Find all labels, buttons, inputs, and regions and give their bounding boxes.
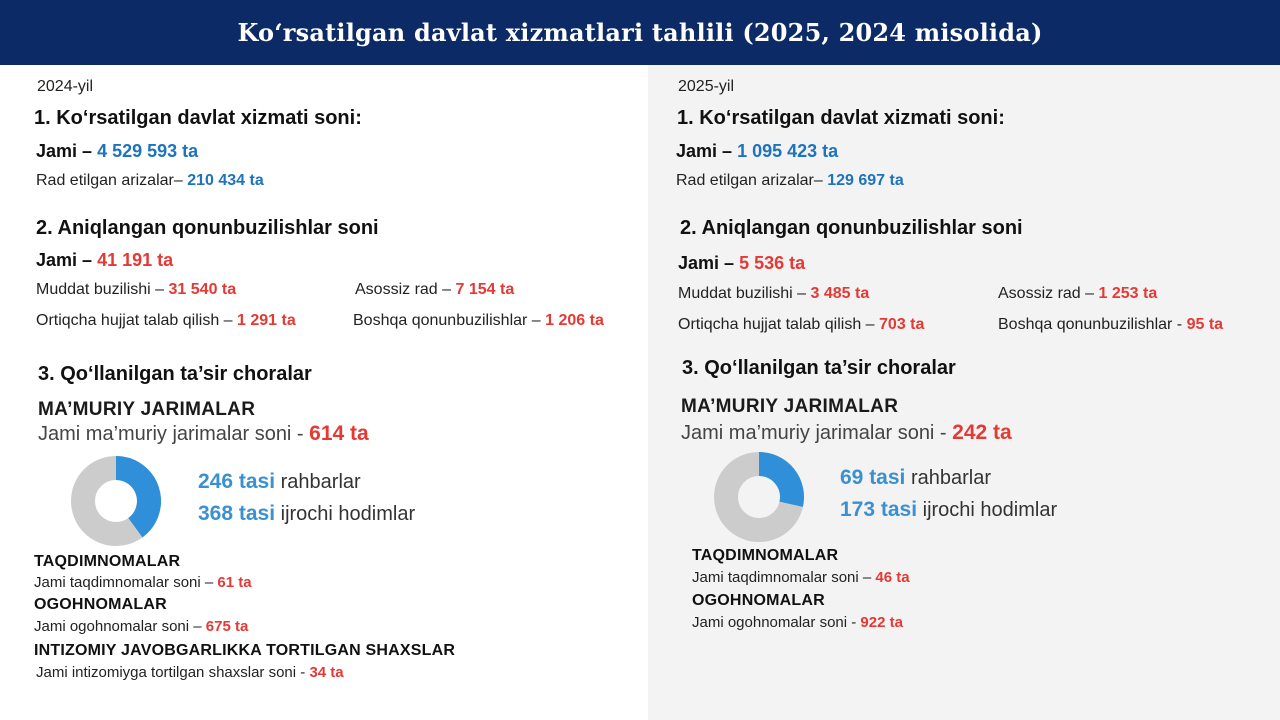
violations-unfounded-value: 1 253 ta — [1098, 285, 1158, 302]
fines-total-value: 614 ta — [309, 422, 369, 445]
fines-staff — [198, 502, 415, 526]
violations-deadline-label: Muddat buzilishi – — [678, 285, 807, 302]
section-services-title: 1. Ko‘rsatilgan davlat xizmati soni: — [677, 107, 1005, 129]
fines-managers-label: rahbarlar — [910, 467, 991, 489]
violations-other — [353, 312, 604, 330]
presentations-caption: TAQDIMNOMALAR — [34, 553, 181, 570]
fines-managers-value: 246 tasi — [198, 470, 276, 493]
fines-staff-label: ijrochi hodimlar — [922, 499, 1058, 521]
fines-donut-chart — [714, 452, 804, 542]
violations-total-label: Jami – — [36, 250, 93, 270]
disciplinary-total-value: 34 ta — [309, 664, 344, 681]
warnings-caption: OGOHNOMALAR — [34, 596, 167, 613]
violations-deadline — [36, 281, 236, 299]
violations-total-value: 5 536 ta — [739, 253, 806, 273]
disciplinary-total-label: Jami intizomiyga tortilgan shaxslar soni - — [36, 664, 306, 681]
violations-extra-docs-label: Ortiqcha hujjat talab qilish – — [678, 316, 875, 333]
panel-2025 — [648, 65, 1280, 720]
fines-total — [681, 421, 1012, 445]
warnings-total-label: Jami ogohnomalar soni - — [692, 614, 857, 631]
presentations-total-label: Jami taqdimnomalar soni – — [34, 574, 214, 591]
fines-total — [38, 422, 369, 446]
violations-deadline — [678, 285, 869, 303]
year-label: 2024-yil — [37, 78, 94, 95]
warnings-caption: OGOHNOMALAR — [692, 592, 825, 609]
fines-total-label: Jami ma’muriy jarimalar soni - — [681, 422, 947, 444]
violations-total-label: Jami – — [678, 253, 735, 273]
fines-managers-label: rahbarlar — [280, 471, 361, 493]
fines-managers — [198, 470, 361, 494]
violations-extra-docs-value: 703 ta — [879, 316, 925, 333]
fines-staff-value: 173 tasi — [840, 498, 918, 521]
violations-total — [36, 250, 173, 271]
presentations-total — [692, 569, 910, 586]
fines-caption: MA’MURIY JARIMALAR — [38, 399, 256, 420]
section-measures-title: 3. Qo‘llanilgan ta’sir choralar — [38, 363, 312, 385]
violations-other — [998, 316, 1223, 334]
services-rejected — [36, 172, 264, 190]
page-title: Ko‘rsatilgan davlat xizmatlari tahlili (2025, 2024 misolida) — [237, 18, 1043, 47]
section-measures-title: 3. Qo‘llanilgan ta’sir choralar — [682, 357, 956, 379]
violations-other-value: 95 ta — [1186, 316, 1224, 333]
panel-2024 — [0, 65, 648, 720]
violations-unfounded-value: 7 154 ta — [455, 281, 515, 298]
fines-staff — [840, 498, 1057, 522]
fines-total-value: 242 ta — [952, 421, 1012, 444]
fines-total-label: Jami ma’muriy jarimalar soni - — [38, 423, 304, 445]
services-rejected-value: 210 434 ta — [187, 172, 264, 189]
services-total-value: 1 095 423 ta — [737, 141, 839, 161]
fines-donut-chart — [71, 456, 161, 546]
violations-unfounded-label: Asossiz rad – — [355, 281, 452, 298]
fines-staff-label: ijrochi hodimlar — [280, 503, 416, 525]
violations-unfounded-label: Asossiz rad – — [998, 285, 1095, 302]
disciplinary-total — [36, 664, 344, 681]
presentations-caption: TAQDIMNOMALAR — [692, 547, 839, 564]
header-bar — [0, 0, 1280, 65]
warnings-total — [34, 618, 248, 635]
violations-total — [678, 253, 805, 274]
disciplinary-caption: INTIZOMIY JAVOBGARLIKKA TORTILGAN SHAXSLAR — [34, 642, 456, 659]
fines-staff-value: 368 tasi — [198, 502, 276, 525]
services-rejected — [676, 172, 904, 190]
services-total-label: Jami – — [36, 141, 93, 161]
violations-deadline-label: Muddat buzilishi – — [36, 281, 165, 298]
services-rejected-value: 129 697 ta — [827, 172, 904, 189]
section-violations-title: 2. Aniqlangan qonunbuzilishlar soni — [680, 217, 1023, 239]
donut-segment-managers — [116, 468, 149, 528]
warnings-total-value: 922 ta — [860, 614, 903, 631]
section-services-title: 1. Ko‘rsatilgan davlat xizmati soni: — [34, 107, 362, 129]
year-label: 2025-yil — [678, 78, 735, 95]
fines-managers — [840, 466, 991, 490]
fines-managers-value: 69 tasi — [840, 466, 906, 489]
violations-other-label: Boshqa qonunbuzilishlar - — [998, 316, 1183, 333]
fines-caption: MA’MURIY JARIMALAR — [681, 396, 899, 417]
violations-deadline-value: 31 540 ta — [168, 281, 237, 298]
violations-other-value: 1 206 ta — [545, 312, 604, 329]
warnings-total — [692, 614, 903, 631]
presentations-total-value: 61 ta — [217, 574, 252, 591]
violations-extra-docs — [678, 316, 924, 334]
violations-extra-docs-value: 1 291 ta — [237, 312, 296, 329]
services-total-value: 4 529 593 ta — [97, 141, 199, 161]
services-total — [676, 141, 838, 162]
violations-extra-docs-label: Ortiqcha hujjat talab qilish – — [36, 312, 233, 329]
services-rejected-label: Rad etilgan arizalar– — [36, 172, 183, 189]
violations-other-label: Boshqa qonunbuzilishlar – — [353, 312, 541, 329]
services-rejected-label: Rad etilgan arizalar– — [676, 172, 823, 189]
warnings-total-label: Jami ogohnomalar soni – — [34, 618, 202, 635]
presentations-total-label: Jami taqdimnomalar soni – — [692, 569, 872, 586]
presentations-total — [34, 574, 252, 591]
violations-total-value: 41 191 ta — [97, 250, 174, 270]
violations-extra-docs — [36, 312, 296, 330]
violations-deadline-value: 3 485 ta — [810, 285, 870, 302]
services-total-label: Jami – — [676, 141, 733, 161]
warnings-total-value: 675 ta — [205, 618, 249, 635]
presentations-total-value: 46 ta — [875, 569, 910, 586]
donut-segment-managers — [759, 464, 792, 504]
services-total — [36, 141, 198, 162]
violations-unfounded — [998, 285, 1157, 303]
section-violations-title: 2. Aniqlangan qonunbuzilishlar soni — [36, 217, 379, 239]
violations-unfounded — [355, 281, 514, 299]
